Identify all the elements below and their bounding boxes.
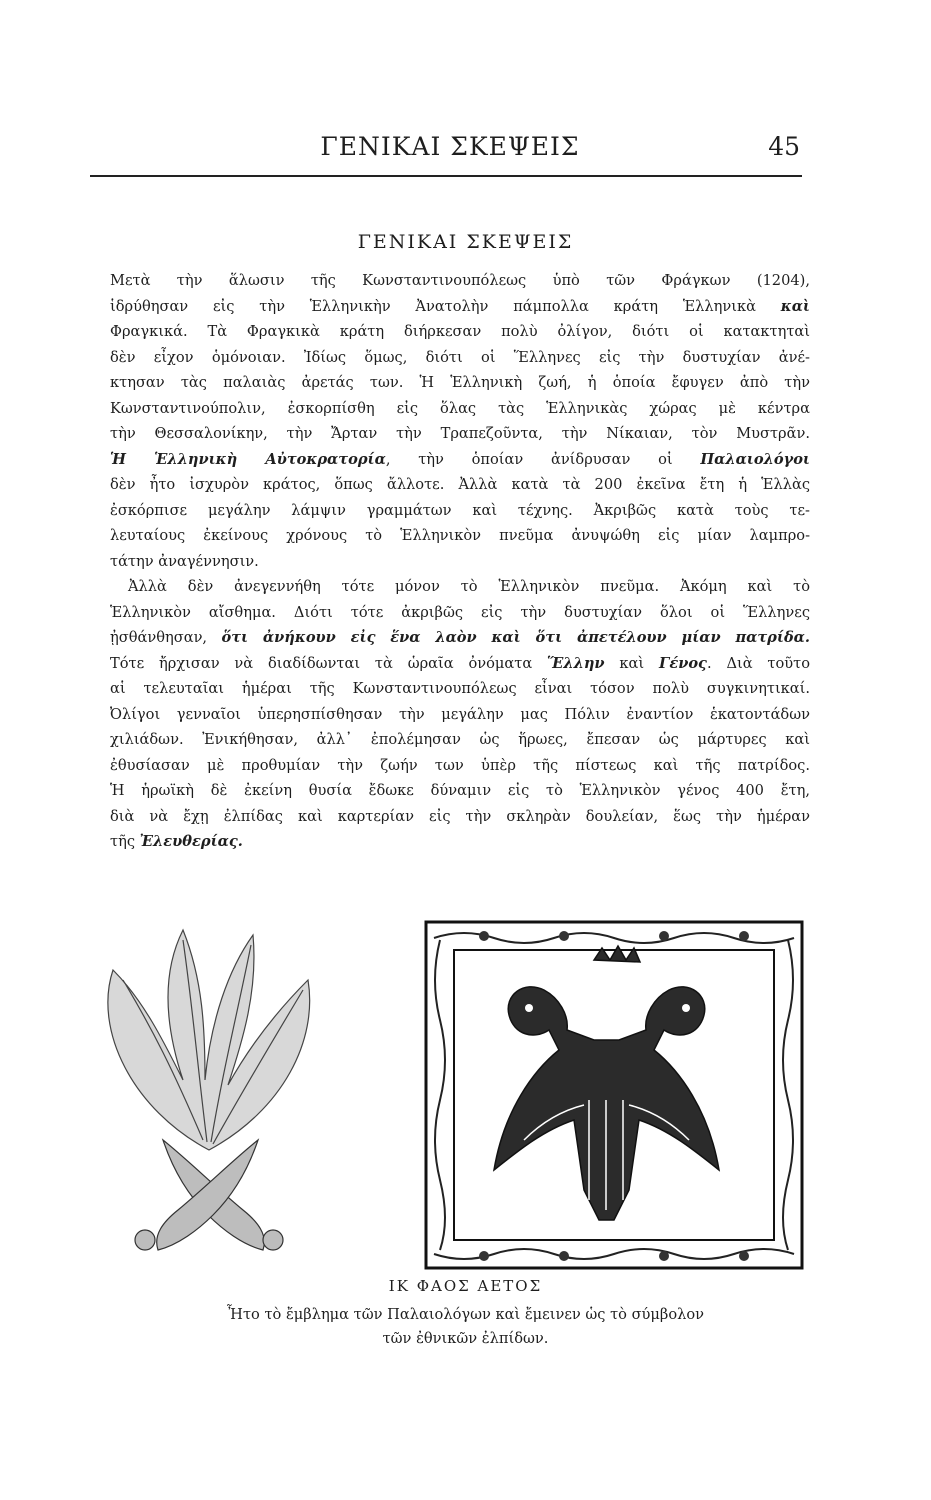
text-line: κτησαν τὰς παλαιὰς ἀρετάς των. Ἡ Ἑλληνικὴ ζωή, ἡ ὁποία ἔφυγεν ἀπὸ τὴν	[110, 374, 810, 391]
text-run: ἱδρύθησαν εἰς τὴν Ἑλληνικὴν Ἀνατολὴν πάμπολλα κράτη Ἑλληνικὰ	[110, 297, 781, 315]
text-line: Μετὰ τὴν ἅλωσιν τῆς Κωνσταντινουπόλεως ὑπὸ τῶν Φράγκων (1204),	[110, 272, 810, 289]
text-line: Κωνσταντινούπολιν, ἐσκορπίσθη εἰς ὅλας τὰς Ἑλληνικὰς χώρας μὲ κέντρα	[110, 399, 810, 417]
text-run-bold: καὶ	[780, 297, 810, 315]
text-run-bold: Γένος	[658, 654, 707, 672]
text-line: χιλιάδων. Ἐνικήθησαν, ἀλλ᾿ ἐπολέμησαν ὡς ἥρωες, ἔπεσαν ὡς μάρτυρες καὶ	[110, 731, 810, 748]
page-number: 45	[768, 132, 800, 161]
text-line: τὴν Θεσσαλονίκην, τὴν Ἄρταν τὴν Τραπεζοῦντα, τὴν Νίκαιαν, τὸν Μυστρᾶν.	[110, 425, 810, 442]
text-line: Ἑλληνικὸν αἴσθημα. Διότι τότε ἀκριβῶς εἰς τὴν δυστυχίαν ὅλοι οἱ Ἕλληνες	[110, 603, 810, 621]
body-text	[110, 268, 810, 855]
text-run-bold: Παλαιολόγοι	[700, 450, 810, 468]
header-rule	[90, 175, 802, 177]
text-run: τῆς	[110, 833, 140, 850]
text-line: δὲν εἶχον ὁμόνοιαν. Ἰδίως ὅμως, διότι οἱ Ἕλληνες εἰς τὴν δυστυχίαν ἀνέ-	[110, 348, 810, 366]
running-head	[90, 132, 810, 172]
text-line: τάτην ἀναγέννησιν.	[110, 552, 259, 570]
text-line: Ἡ ἡρωϊκὴ δὲ ἐκείνη θυσία ἔδωκε δύναμιν εἰς τὸ Ἑλληνικὸν γένος 400 ἔτη,	[110, 782, 810, 799]
text-line: Ὀλίγοι γενναῖοι ὑπερησπίσθησαν τὴν μεγάλην μας Πόλιν ἐναντίον ἑκατοντάδων	[110, 705, 810, 723]
text-run: καὶ	[604, 654, 659, 672]
running-title: ΓΕΝΙΚΑΙ ΣΚΕΨΕΙΣ	[320, 132, 580, 161]
text-line: Ἀλλὰ δὲν ἀνεγεννήθη τότε μόνον τὸ Ἑλληνικὸν πνεῦμα. Ἀκόμη καὶ τὸ	[128, 578, 810, 595]
text-run-bold: Ἡ Ἑλληνικὴ Αὐτοκρατορία	[110, 450, 386, 468]
text-run-bold: Ἕλλην	[547, 654, 605, 672]
double-headed-eagle-illustration	[424, 920, 804, 1270]
text-line	[110, 651, 810, 677]
text-line: λευταίους ἐκείνους χρόνους τὸ Ἑλληνικὸν πνεῦμα ἀνυψώθη εἰς μίαν λαμπρο-	[110, 527, 810, 544]
text-line	[110, 625, 810, 651]
text-run-bold: Ἐλευθερίας.	[139, 833, 243, 850]
section-title: ΓΕΝΙΚΑΙ ΣΚΕΨΕΙΣ	[357, 231, 574, 253]
caption	[0, 1303, 931, 1351]
text-run-bold: ὅτι ἀνήκουν εἰς ἕνα λαὸν καὶ ὅτι ἀπετέλουν μίαν πατρίδα.	[221, 629, 810, 646]
text-run: , τὴν ὁποίαν ἀνίδρυσαν οἱ	[385, 450, 701, 468]
text-line: δὲν ἦτο ἰσχυρὸν κράτος, ὅπως ἄλλοτε. Ἀλλὰ κατὰ τὰ 200 ἐκεῖνα ἔτη ἡ Ἑλλὰς	[110, 476, 810, 493]
caption-line: τῶν ἐθνικῶν ἐλπίδων.	[382, 1330, 549, 1347]
text-line: Φραγκικά. Τὰ Φραγκικὰ κράτη διήρκεσαν πολὺ ὀλίγον, διότι οἱ κατακτηταὶ	[110, 323, 810, 340]
caption-title: ΙΚ ΦΑΟΣ ΑΕΤΟΣ	[388, 1277, 543, 1295]
fan-ornament-illustration	[93, 910, 325, 1265]
text-line	[110, 447, 810, 473]
text-run: . Διὰ τοῦτο	[706, 654, 810, 672]
text-line	[110, 829, 810, 855]
text-line: ἐθυσίασαν μὲ προθυμίαν τὴν ζωήν των ὑπὲρ τῆς πίστεως καὶ τῆς πατρίδος.	[110, 756, 810, 774]
text-run: ᾐσθάνθησαν,	[110, 629, 222, 646]
text-line: ἐσκόρπισε μεγάλην λάμψιν γραμμάτων καὶ τέχνης. Ἀκριβῶς κατὰ τοὺς τε-	[110, 501, 810, 519]
text-line: διὰ νὰ ἔχῃ ἐλπίδας καὶ καρτερίαν εἰς τὴν σκληρὰν δουλείαν, ἕως τὴν ἡμέραν	[110, 807, 810, 825]
text-line: αἱ τελευταῖαι ἡμέραι τῆς Κωνσταντινουπόλεως εἶναι τόσον πολὺ συγκινητικαί.	[110, 680, 810, 697]
text-run: Τότε ἤρχισαν νὰ διαδίδωνται τὰ ὡραῖα ὀνόματα	[110, 654, 548, 672]
text-line	[110, 294, 810, 320]
caption-line: Ἦτο τὸ ἔμβλημα τῶν Παλαιολόγων καὶ ἔμεινεν ὡς τὸ σύμβολον	[226, 1306, 705, 1323]
